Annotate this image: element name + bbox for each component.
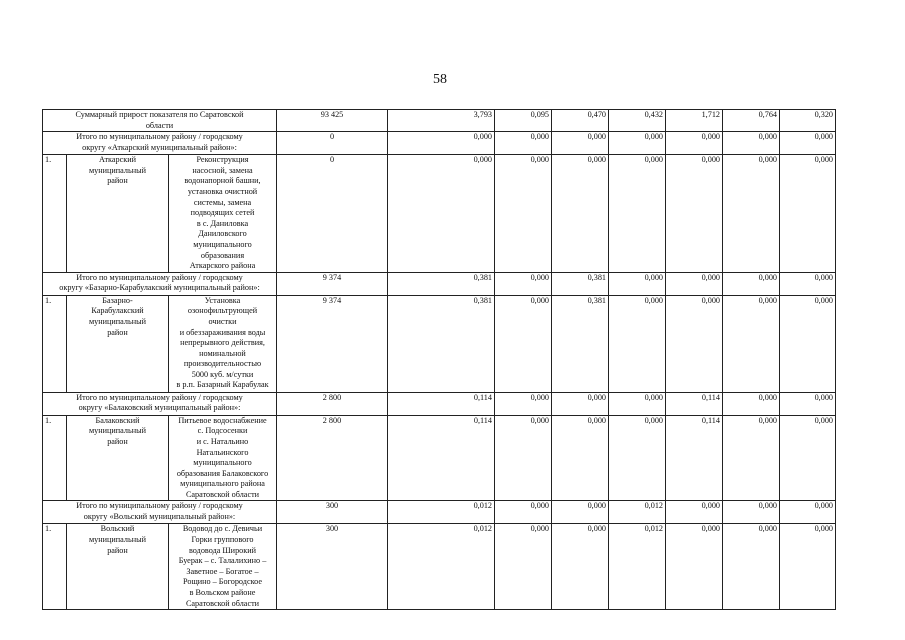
item-value: 9 374: [277, 295, 388, 392]
subtotal-value: 0,000: [780, 501, 836, 524]
item-value: 0,000: [495, 295, 552, 392]
subtotal-row: [43, 272, 836, 295]
subtotal-row: [43, 132, 836, 155]
item-district: Балаковский муниципальный район: [67, 415, 169, 501]
subtotal-value: 0,000: [780, 132, 836, 155]
item-value: 0,000: [780, 155, 836, 273]
subtotal-value: 0,000: [780, 392, 836, 415]
subtotal-value: 0,000: [609, 272, 666, 295]
item-value: 0,000: [780, 415, 836, 501]
subtotal-value: 9 374: [277, 272, 388, 295]
item-value: 0,114: [666, 415, 723, 501]
item-value: 0: [277, 155, 388, 273]
item-row: [43, 524, 836, 610]
page-number: 58: [433, 72, 447, 87]
subtotal-value: 0,000: [495, 132, 552, 155]
subtotal-value: 300: [277, 501, 388, 524]
item-value: 0,000: [723, 524, 780, 610]
subtotal-label: Итого по муниципальному району / городскому округу «Вольский муниципальный район»:: [43, 501, 277, 524]
summary-value: 93 425: [277, 110, 388, 132]
subtotal-value: 0,114: [388, 392, 495, 415]
item-index: 1.: [43, 524, 67, 610]
summary-value: 3,793: [388, 110, 495, 132]
subtotal-label: Итого по муниципальному району / городскому округу «Аткарский муниципальный район»:: [43, 132, 277, 155]
item-value: 0,114: [388, 415, 495, 501]
summary-row: [43, 110, 836, 132]
summary-value: 0,470: [552, 110, 609, 132]
item-value: 0,000: [388, 155, 495, 273]
item-index: 1.: [43, 155, 67, 273]
item-value: 0,000: [609, 295, 666, 392]
indicator-table: [42, 109, 836, 610]
item-value: 0,012: [388, 524, 495, 610]
item-value: 0,000: [723, 295, 780, 392]
subtotal-value: 0,000: [666, 501, 723, 524]
subtotal-value: 0,000: [552, 392, 609, 415]
item-value: 2 800: [277, 415, 388, 501]
item-value: 0,000: [780, 524, 836, 610]
item-district: Вольский муниципальный район: [67, 524, 169, 610]
subtotal-value: 0,000: [552, 501, 609, 524]
item-value: 0,012: [609, 524, 666, 610]
subtotal-value: 0,000: [666, 132, 723, 155]
subtotal-value: 0,000: [666, 272, 723, 295]
item-district: Аткарский муниципальный район: [67, 155, 169, 273]
subtotal-value: 0,000: [552, 132, 609, 155]
item-row: [43, 415, 836, 501]
item-value: 300: [277, 524, 388, 610]
summary-value: 0,320: [780, 110, 836, 132]
item-value: 0,000: [723, 415, 780, 501]
subtotal-value: 0,000: [388, 132, 495, 155]
subtotal-value: 0,000: [780, 272, 836, 295]
summary-label: Суммарный прирост показателя по Саратовской области: [43, 110, 277, 132]
subtotal-row: [43, 392, 836, 415]
item-description: Водовод до с. Девичьи Горки группового водовода Широкий Буерак – с. Талалихино – Заветное – Богатое – Рощино – Богородское в Вольском районе Саратовской области: [169, 524, 277, 610]
item-value: 0,381: [552, 295, 609, 392]
item-value: 0,000: [780, 295, 836, 392]
subtotal-value: 0,381: [552, 272, 609, 295]
summary-value: 0,095: [495, 110, 552, 132]
subtotal-value: 0,114: [666, 392, 723, 415]
item-index: 1.: [43, 415, 67, 501]
subtotal-value: 0,000: [495, 272, 552, 295]
item-value: 0,000: [495, 155, 552, 273]
item-value: 0,000: [609, 155, 666, 273]
item-district: Базарно- Карабулакский муниципальный район: [67, 295, 169, 392]
subtotal-value: 0: [277, 132, 388, 155]
subtotal-value: 0,000: [495, 501, 552, 524]
subtotal-label: Итого по муниципальному району / городскому округу «Базарно-Карабулакский муниципальный район»:: [43, 272, 277, 295]
summary-value: 1,712: [666, 110, 723, 132]
item-row: [43, 295, 836, 392]
item-value: 0,000: [609, 415, 666, 501]
subtotal-value: 0,000: [609, 392, 666, 415]
item-index: 1.: [43, 295, 67, 392]
item-description: Питьевое водоснабжение с. Подсосенки и с. Натальино Натальинского муниципального образования Балаковского муниципального района Саратовской области: [169, 415, 277, 501]
subtotal-value: 0,000: [495, 392, 552, 415]
summary-value: 0,764: [723, 110, 780, 132]
subtotal-value: 0,012: [388, 501, 495, 524]
item-value: 0,000: [723, 155, 780, 273]
subtotal-value: 0,381: [388, 272, 495, 295]
subtotal-value: 0,000: [723, 132, 780, 155]
item-value: 0,000: [552, 155, 609, 273]
item-value: 0,000: [552, 415, 609, 501]
item-value: 0,000: [666, 155, 723, 273]
subtotal-value: 0,012: [609, 501, 666, 524]
item-description: Установка озонофильтрующей очистки и обеззараживания воды непрерывного действия, номинальной производительностью 5000 куб. м/сутки в р.п. Базарный Карабулак: [169, 295, 277, 392]
subtotal-value: 2 800: [277, 392, 388, 415]
summary-value: 0,432: [609, 110, 666, 132]
item-value: 0,000: [495, 415, 552, 501]
subtotal-value: 0,000: [723, 392, 780, 415]
item-value: 0,000: [552, 524, 609, 610]
item-value: 0,000: [666, 295, 723, 392]
item-value: 0,000: [495, 524, 552, 610]
item-row: [43, 155, 836, 273]
item-description: Реконструкция насосной, замена водонапорной башни, установка очистной системы, замена подводящих сетей в с. Даниловка Даниловского муниципального образования Аткарского района: [169, 155, 277, 273]
subtotal-row: [43, 501, 836, 524]
item-value: 0,381: [388, 295, 495, 392]
subtotal-value: 0,000: [723, 501, 780, 524]
item-value: 0,000: [666, 524, 723, 610]
subtotal-value: 0,000: [609, 132, 666, 155]
subtotal-label: Итого по муниципальному району / городскому округу «Балаковский муниципальный район»:: [43, 392, 277, 415]
subtotal-value: 0,000: [723, 272, 780, 295]
